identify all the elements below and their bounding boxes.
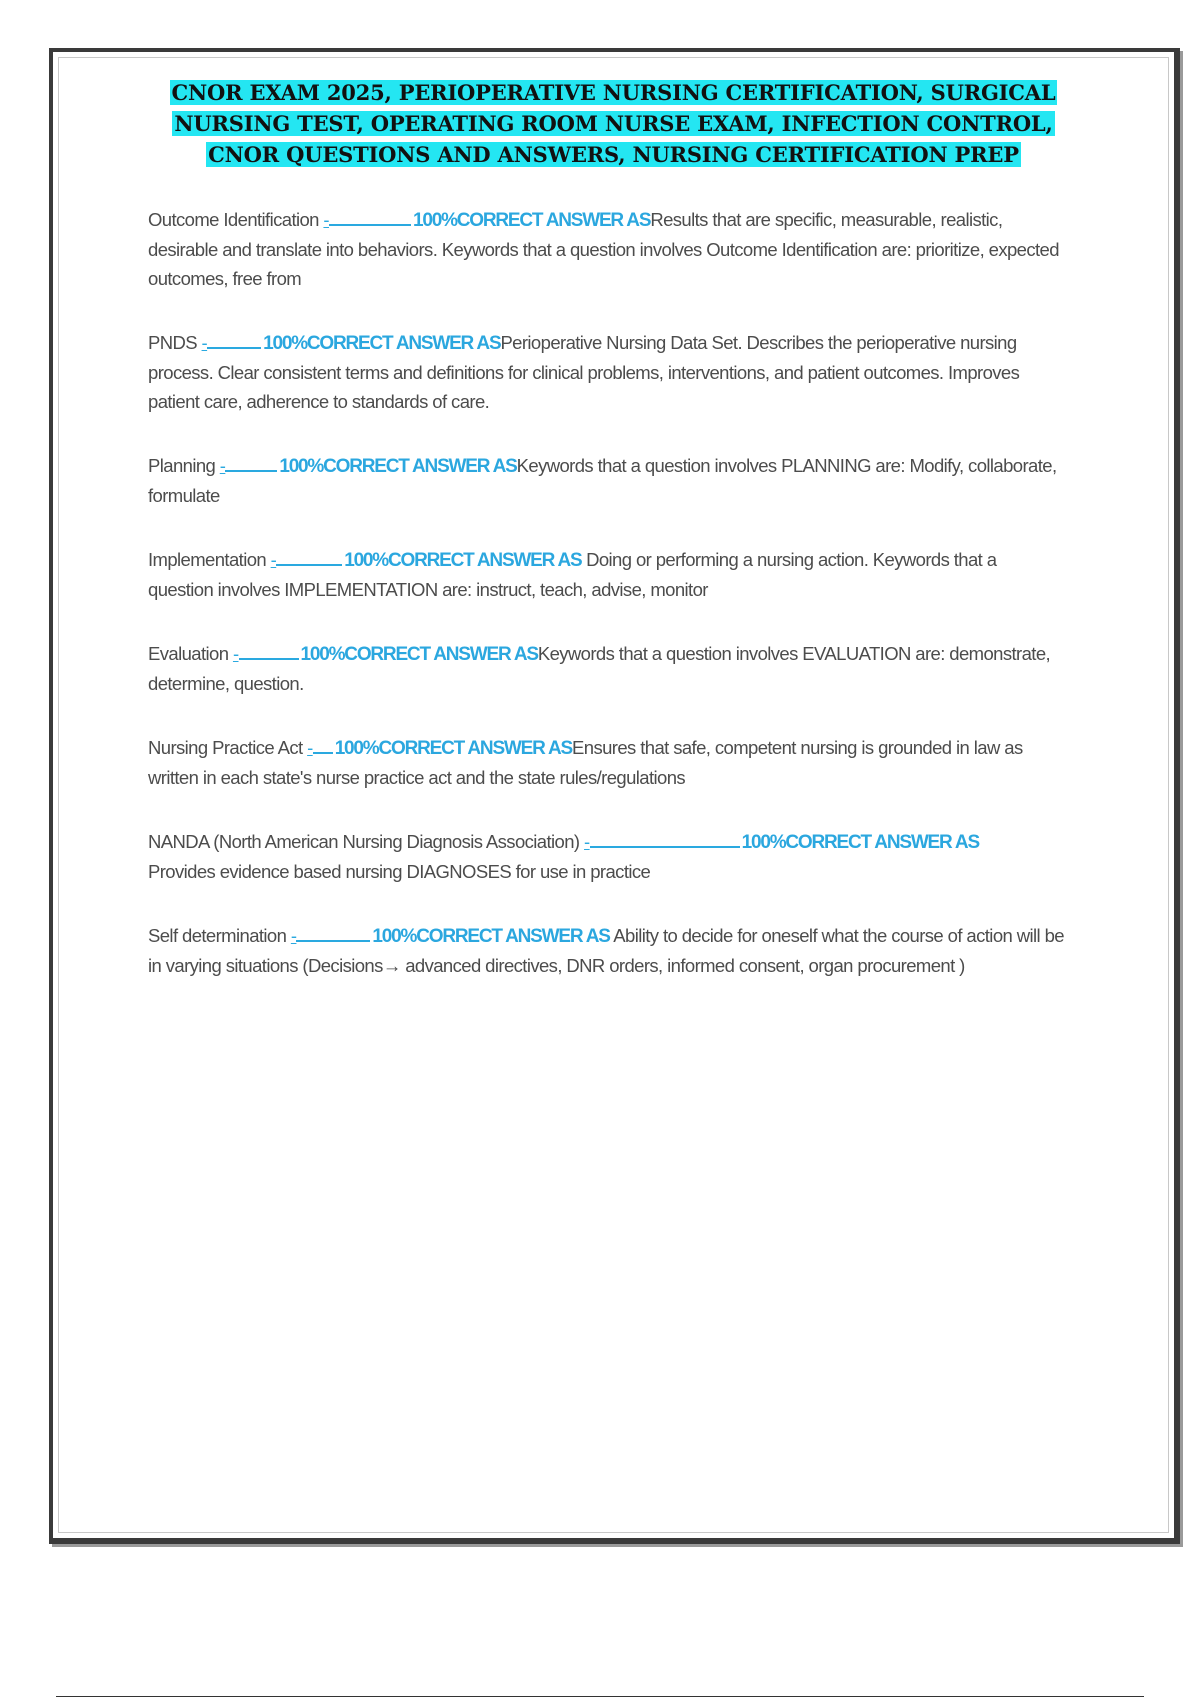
entry-dash: - [219, 455, 226, 476]
qa-list [148, 204, 1064, 1014]
entry-dash: - [201, 332, 208, 353]
answer-tag: 100%CORRECT ANSWER AS [263, 333, 501, 354]
entry-definition: Results that are specific, measurable, realistic, desirable and translate into behaviors. Keywords that a question involves Outcome Identification are: prioritize, expected outcomes, free from [148, 209, 1059, 289]
entry-term: NANDA (North American Nursing Diagnosis Association) [148, 831, 580, 852]
entry-term: Evaluation [148, 643, 229, 664]
entry-dash: - [584, 831, 590, 852]
answer-tag: 100%CORRECT ANSWER AS [372, 926, 610, 947]
qa-entry [148, 732, 1064, 792]
document-title [143, 77, 1084, 170]
entry-term: Self determination [148, 925, 287, 946]
qa-entry [148, 204, 1064, 293]
qa-entry [148, 920, 1064, 980]
entry-term: Planning [148, 455, 216, 476]
answer-blank [225, 450, 277, 472]
answer-tag: 100%CORRECT ANSWER AS [300, 644, 538, 665]
page-border [49, 48, 1180, 1544]
answer-blank [296, 920, 370, 942]
answer-blank [329, 204, 411, 226]
answer-tag: 100%CORRECT ANSWER AS [334, 738, 573, 759]
entry-dash: - [232, 643, 239, 664]
qa-entry [148, 450, 1064, 510]
answer-blank [276, 544, 342, 566]
qa-entry [148, 327, 1064, 416]
entry-definition: Perioperative Nursing Data Set. Describes the perioperative nursing process. Clear consistent terms and definitions for clinical problems, interventions, and patient outcomes. Improves patient care, adherence to standards of care. [148, 332, 1020, 412]
answer-tag: 100%CORRECT ANSWER AS [344, 550, 582, 571]
answer-tag: 100%CORRECT ANSWER AS [279, 456, 517, 477]
entry-dash: - [307, 737, 313, 758]
answer-blank [239, 638, 299, 660]
answer-tag: 100%CORRECT ANSWER AS [741, 832, 979, 853]
entry-definition: Doing or performing a nursing action. Keywords that a question involves IMPLEMENTATION are: instruct, teach, advise, monitor [148, 549, 997, 600]
title-highlight: CNOR EXAM 2025, PERIOPERATIVE NURSING CERTIFICATION, SURGICAL NURSING TEST, OPERATING ROOM NURSE EXAM, INFECTION CONTROL, CNOR QUESTIONS AND ANSWERS, NURSING CERTIFICATION PREP [171, 80, 1056, 167]
entry-definition: Ensures that safe, competent nursing is grounded in law as written in each state's nurse practice act and the state rules/regulations [148, 737, 1023, 788]
answer-blank [590, 826, 740, 848]
entry-term: Implementation [148, 549, 267, 570]
qa-entry [148, 544, 1064, 604]
entry-definition: Ability to decide for oneself what the course of action will be in varying situations (Decisions→ advanced directives, DNR orders, informed consent, organ procurement ) [148, 925, 1064, 976]
answer-tag: 100%CORRECT ANSWER AS [412, 210, 651, 231]
entry-term: Outcome Identification [148, 209, 319, 230]
qa-entry [148, 638, 1064, 698]
entry-definition: Keywords that a question involves EVALUATION are: demonstrate, determine, question. [148, 643, 1051, 694]
answer-blank [313, 732, 333, 754]
entry-definition: Provides evidence based nursing DIAGNOSES for use in practice [148, 861, 651, 882]
entry-dash: - [290, 925, 297, 946]
entry-dash: - [323, 209, 329, 230]
qa-entry [148, 826, 1064, 886]
entry-term: Nursing Practice Act [148, 737, 303, 758]
entry-definition: Keywords that a question involves PLANNING are: Modify, collaborate, formulate [148, 455, 1057, 506]
entry-dash: - [270, 549, 277, 570]
entry-term: PNDS [148, 332, 197, 353]
answer-blank [207, 327, 261, 349]
footer-rule [56, 1696, 1144, 1697]
